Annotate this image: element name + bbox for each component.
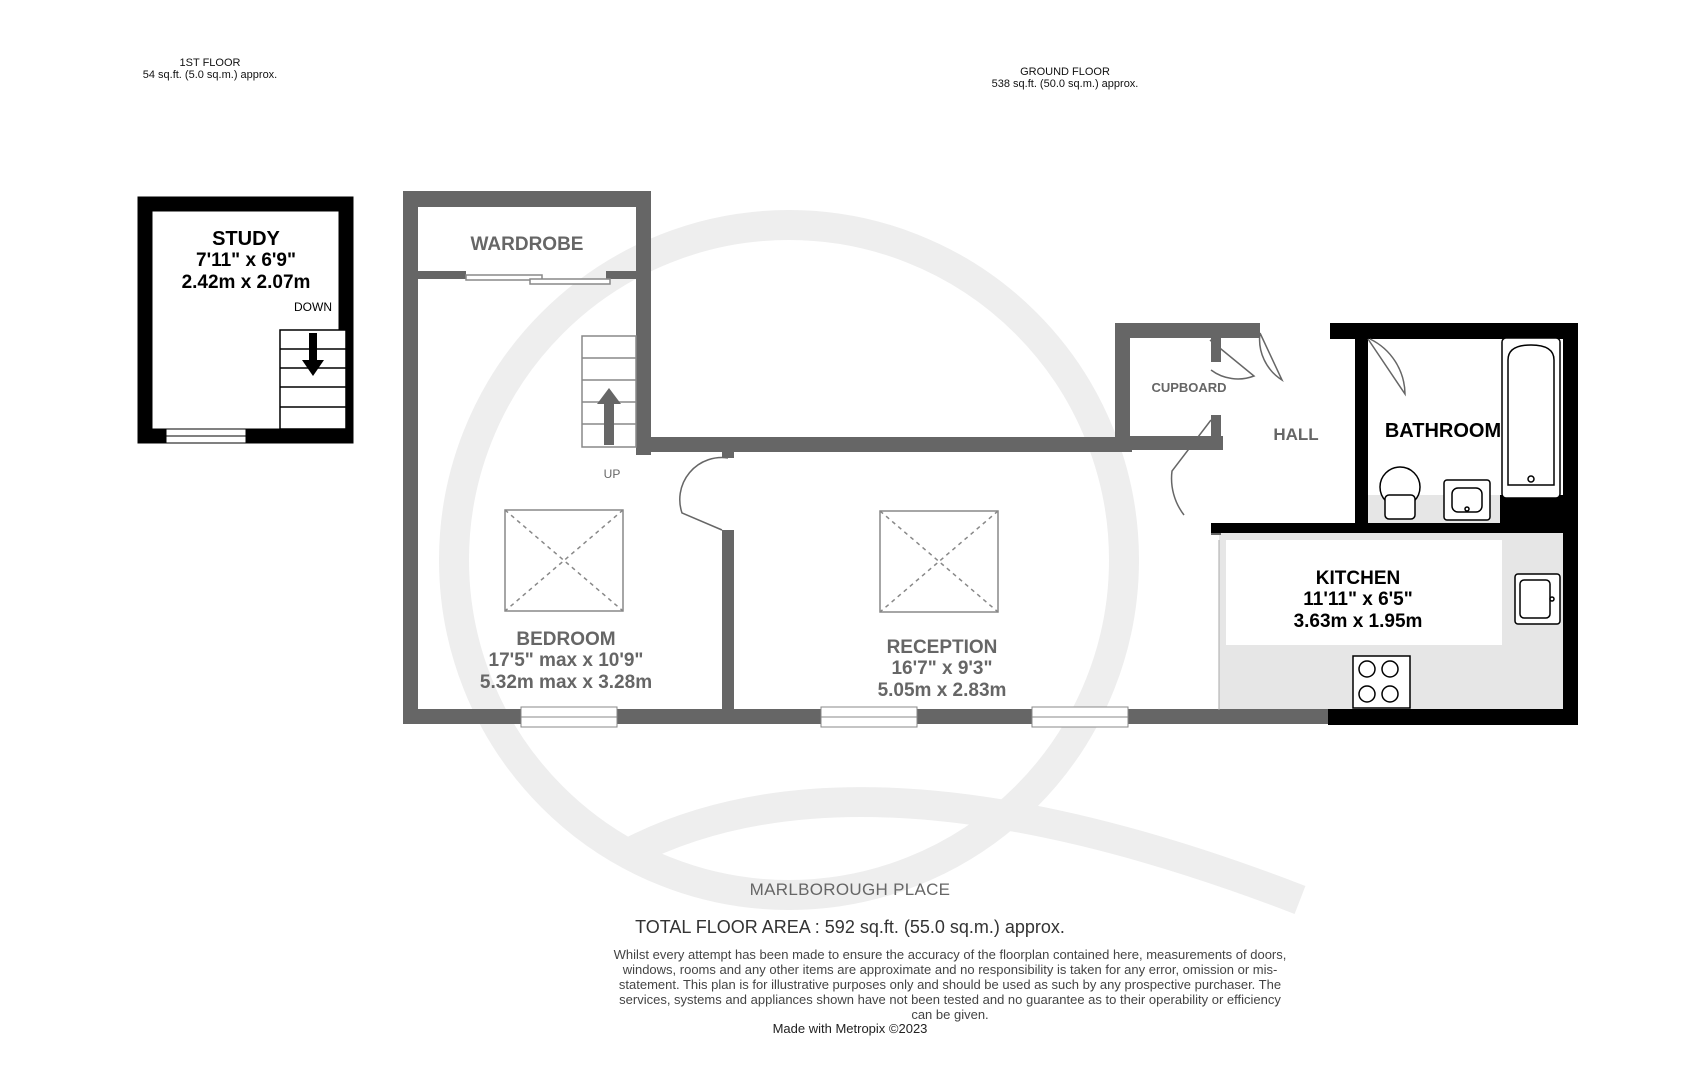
bedroom-stairs-label: UP xyxy=(603,467,621,481)
credit: Made with Metropix ©2023 xyxy=(772,1021,928,1036)
kitchen-imperial: 11'11" x 6'5" xyxy=(1303,589,1413,610)
first-floor-caption xyxy=(110,57,310,81)
kitchen-sink xyxy=(1515,574,1560,624)
total-floor-area: TOTAL FLOOR AREA : 592 sq.ft. (55.0 sq.m.) approx. xyxy=(635,917,1065,937)
reception-imperial: 16'7" x 9'3" xyxy=(891,658,993,679)
bedroom-name: BEDROOM xyxy=(516,629,616,650)
reception-metric: 5.05m x 2.83m xyxy=(877,680,1007,701)
disclaimer: Whilst every attempt has been made to ensure the accuracy of the floorplan contained here, measurements of doors, windows, rooms and any other items are approximate and no responsibility is taken for any error, omission or mis-statement. This plan is for illustrative purposes only and should be used as such by any prospective purchaser. The services, systems and appliances shown have not been tested and no guarantee as to their operability or efficiency can be given. xyxy=(613,947,1287,1022)
bathroom-name: BATHROOM xyxy=(1384,420,1502,442)
reception-name: RECEPTION xyxy=(886,637,998,658)
study-name: STUDY xyxy=(212,228,280,250)
first-floor-name: 1ST FLOOR xyxy=(179,57,241,69)
hall-name: HALL xyxy=(1273,425,1319,444)
wardrobe-name: WARDROBE xyxy=(470,234,584,255)
study-imperial: 7'11" x 6'9" xyxy=(196,250,296,271)
toilet xyxy=(1380,467,1420,519)
study-metric: 2.42m x 2.07m xyxy=(181,272,311,293)
windows xyxy=(521,707,1128,727)
kitchen-metric: 3.63m x 1.95m xyxy=(1293,611,1423,632)
property-address: MARLBOROUGH PLACE xyxy=(749,880,951,899)
ground-floor-area: 538 sq.ft. (50.0 sq.m.) approx. xyxy=(991,78,1139,90)
study-stairs-label: DOWN xyxy=(294,300,332,314)
cupboard-name: CUPBOARD xyxy=(1151,380,1227,395)
bathtub xyxy=(1502,338,1560,498)
ground-floor-caption xyxy=(955,66,1175,90)
bedroom-metric: 5.32m max x 3.28m xyxy=(479,672,653,693)
bedroom-imperial: 17'5" max x 10'9" xyxy=(488,650,644,671)
bathroom-sink xyxy=(1444,480,1490,520)
skylight xyxy=(505,510,998,612)
hob-icon xyxy=(1353,656,1410,708)
room-labels xyxy=(182,228,1502,701)
first-floor-area: 54 sq.ft. (5.0 sq.m.) approx. xyxy=(142,69,278,81)
ground-floor-name: GROUND FLOOR xyxy=(1020,66,1110,78)
kitchen-name: KITCHEN xyxy=(1315,568,1401,589)
